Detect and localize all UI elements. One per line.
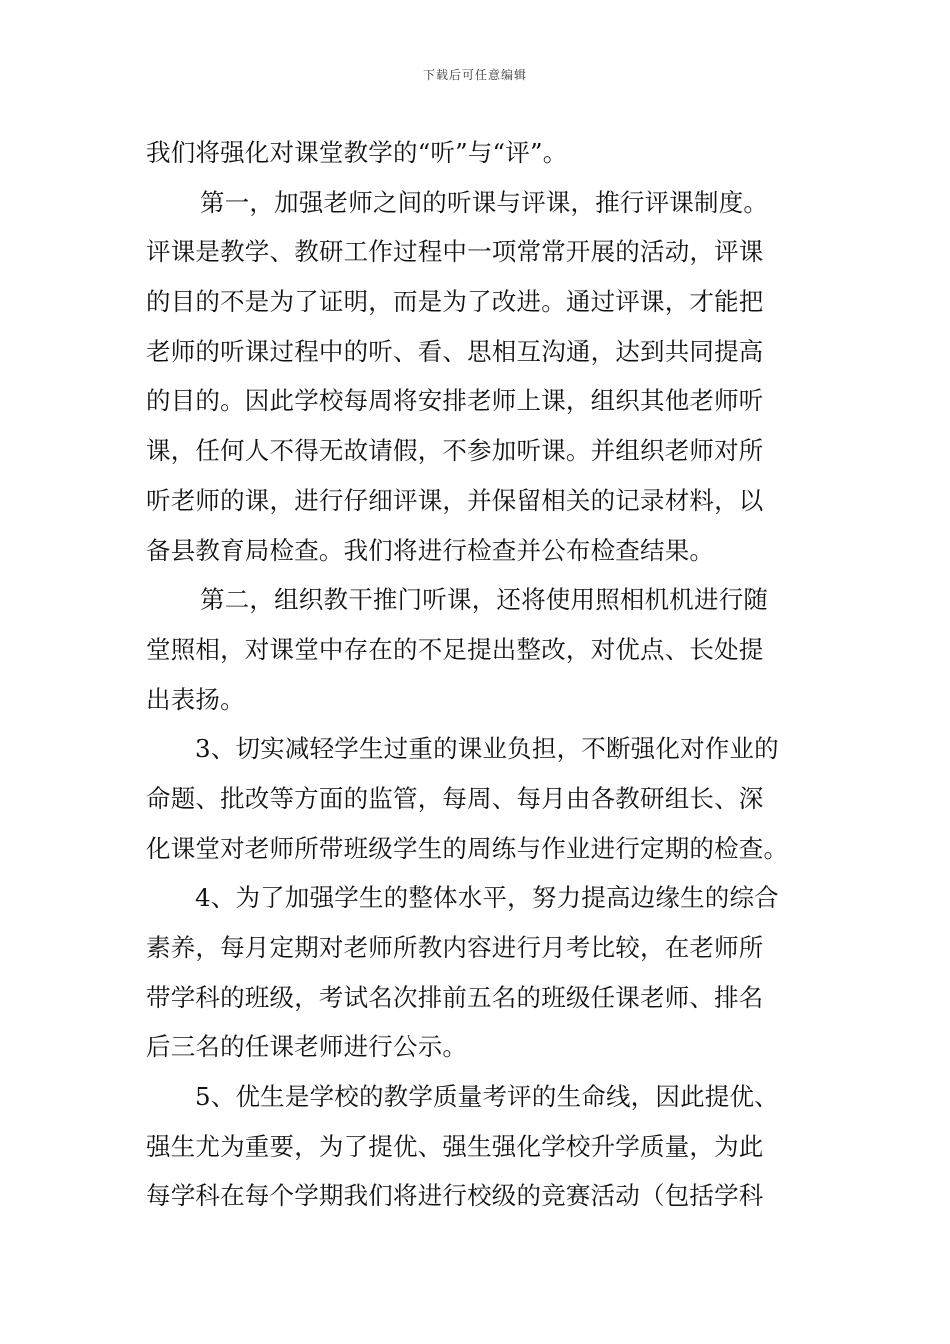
text-line: 的目的。因此学校每周将安排老师上课，组织其他老师听 xyxy=(146,386,764,416)
text-line: 每学科在每个学期我们将进行校级的竞赛活动（包括学科 xyxy=(146,1181,764,1211)
text-line: 备县教育局检查。我们将进行检查并公布检查结果。 xyxy=(146,535,715,565)
text-line: 化课堂对老师所带班级学生的周练与作业进行定期的检查。 xyxy=(146,833,789,863)
text-line: 堂照相，对课堂中存在的不足提出整改，对优点、长处提 xyxy=(146,634,764,664)
text-line: 3、切实减轻学生过重的课业负担，不断强化对作业的 xyxy=(195,734,779,764)
text-line: 带学科的班级，考试名次排前五名的班级任课老师、排名 xyxy=(146,982,764,1012)
text-line: 第二，组织教干推门听课，还将使用照相机机进行随 xyxy=(200,585,769,615)
text-line: 强生尤为重要，为了提优、强生强化学校升学质量，为此 xyxy=(146,1131,764,1161)
text-line: 4、为了加强学生的整体水平，努力提高边缘生的综合 xyxy=(195,883,779,913)
text-line: 老师的听课过程中的听、看、思相互沟通，达到共同提高 xyxy=(146,336,764,366)
text-line: 评课是教学、教研工作过程中一项常常开展的活动，评课 xyxy=(146,237,764,267)
text-line: 命题、批改等方面的监管，每周、每月由各教研组长、深 xyxy=(146,783,764,813)
text-line: 5、优生是学校的教学质量考评的生命线，因此提优、 xyxy=(195,1082,779,1112)
text-line: 我们将强化对课堂教学的“听”与“评”。 xyxy=(146,138,568,167)
text-line: 素养，每月定期对老师所教内容进行月考比较，在老师所 xyxy=(146,933,764,962)
text-line: 后三名的任课老师进行公示。 xyxy=(146,1032,468,1062)
document-body xyxy=(146,128,810,1221)
text-line: 第一，加强老师之间的听课与评课，推行评课制度。 xyxy=(200,187,769,217)
text-line: 课，任何人不得无故请假，不参加听课。并组织老师对所 xyxy=(146,436,764,466)
text-line: 的目的不是为了证明，而是为了改进。通过评课，才能把 xyxy=(146,287,764,317)
text-line: 听老师的课，进行仔细评课，并保留相关的记录材料，以 xyxy=(146,485,764,515)
page-header: 下载后可任意编辑 xyxy=(422,68,527,82)
text-line: 出表扬。 xyxy=(146,684,245,714)
